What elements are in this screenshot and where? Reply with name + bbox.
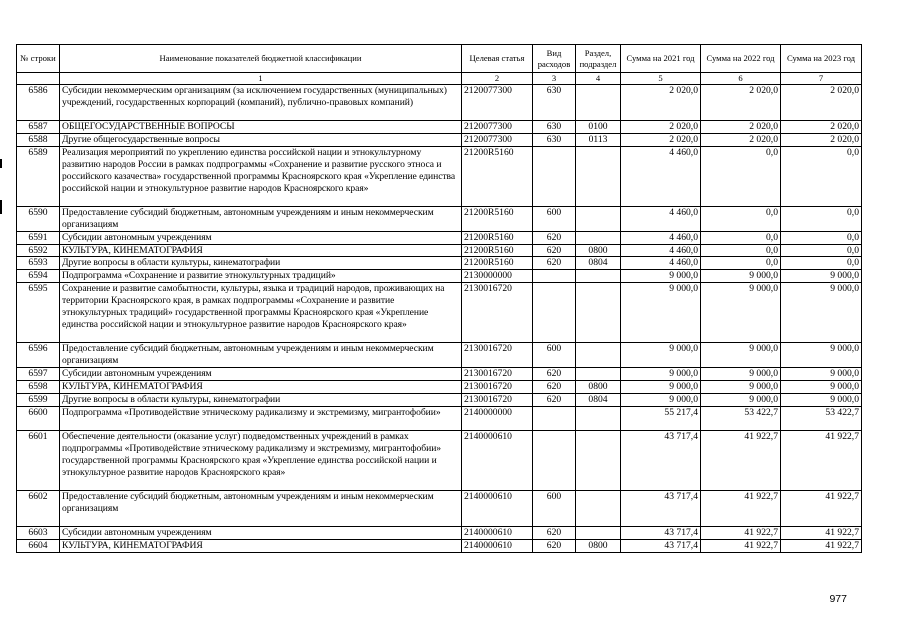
row-number: 6598: [17, 380, 60, 393]
row-number: 6590: [17, 206, 60, 231]
table-row: [17, 430, 862, 490]
row-sum-2022: 9 000,0: [701, 393, 781, 406]
row-name: Другие вопросы в области культуры, кинематографии: [60, 393, 462, 406]
row-target-code: 2130016720: [462, 380, 533, 393]
row-section: [576, 85, 621, 121]
row-name: Обеспечение деятельности (оказание услуг) подведомственных учреждений в рамках подпрограммы «Противодействие этническому радикализму и экстремизму, мигрантофобии» государственной программы Красноярского края «Укрепление единства российской нации и этнокультурное развитие народов Красноярского края»: [60, 430, 462, 490]
row-target-code: 2140000610: [462, 430, 533, 490]
row-target-code: 2130016720: [462, 368, 533, 381]
row-sum-2021: 2 020,0: [621, 85, 701, 121]
row-expense-type: 600: [533, 343, 576, 368]
row-name: Субсидии некоммерческим организациям (за исключением государственных (муниципальных) учреждений, государственных корпораций (компаний), публично-правовых компаний): [60, 85, 462, 121]
row-target-code: 21200R5160: [462, 257, 533, 270]
header-target: Целевая статья: [462, 45, 533, 73]
row-number: 6597: [17, 368, 60, 381]
row-target-code: 21200R5160: [462, 231, 533, 244]
row-sum-2021: 4 460,0: [621, 257, 701, 270]
row-name: Субсидии автономным учреждениям: [60, 526, 462, 539]
table-row: [17, 146, 862, 206]
row-section: [576, 270, 621, 283]
column-number: 6: [701, 73, 781, 85]
row-name: Подпрограмма «Сохранение и развитие этнокультурных традиций»: [60, 270, 462, 283]
row-expense-type: 620: [533, 244, 576, 257]
row-name: Субсидии автономным учреждениям: [60, 368, 462, 381]
table-row: [17, 343, 862, 368]
row-section: 0100: [576, 121, 621, 134]
row-sum-2022: 41 922,7: [701, 430, 781, 490]
row-sum-2021: 2 020,0: [621, 121, 701, 134]
column-number: 1: [60, 73, 462, 85]
row-sum-2021: 9 000,0: [621, 380, 701, 393]
row-sum-2021: 55 217,4: [621, 406, 701, 430]
row-name: КУЛЬТУРА, КИНЕМАТОГРАФИЯ: [60, 244, 462, 257]
header-row: [17, 45, 862, 73]
table-row: [17, 283, 862, 343]
header-sum-2022: Сумма на 2022 год: [701, 45, 781, 73]
row-number: 6601: [17, 430, 60, 490]
table-row: [17, 121, 862, 134]
row-expense-type: 630: [533, 85, 576, 121]
row-sum-2023: 53 422,7: [781, 406, 862, 430]
row-sum-2021: 9 000,0: [621, 283, 701, 343]
table-row: [17, 270, 862, 283]
row-name: Предоставление субсидий бюджетным, автономным учреждениям и иным некоммерческим организациям: [60, 490, 462, 526]
row-target-code: 21200R5160: [462, 146, 533, 206]
row-expense-type: [533, 406, 576, 430]
table-row: [17, 368, 862, 381]
row-expense-type: 620: [533, 393, 576, 406]
row-sum-2021: 4 460,0: [621, 146, 701, 206]
row-section: [576, 406, 621, 430]
row-name: КУЛЬТУРА, КИНЕМАТОГРАФИЯ: [60, 539, 462, 552]
row-section: [576, 283, 621, 343]
row-sum-2021: 4 460,0: [621, 231, 701, 244]
row-name: Другие вопросы в области культуры, кинематографии: [60, 257, 462, 270]
table-row: [17, 206, 862, 231]
row-sum-2022: 0,0: [701, 146, 781, 206]
column-number: 2: [462, 73, 533, 85]
row-sum-2022: 41 922,7: [701, 526, 781, 539]
row-target-code: 2140000610: [462, 526, 533, 539]
row-sum-2023: 0,0: [781, 244, 862, 257]
column-number: 4: [576, 73, 621, 85]
row-expense-type: [533, 270, 576, 283]
row-sum-2023: 2 020,0: [781, 133, 862, 146]
row-sum-2022: 0,0: [701, 244, 781, 257]
row-name: КУЛЬТУРА, КИНЕМАТОГРАФИЯ: [60, 380, 462, 393]
row-expense-type: [533, 430, 576, 490]
row-name: Реализация мероприятий по укреплению единства российской нации и этнокультурному развитию народов России в рамках подпрограммы «Сохранение и развитие русского этноса и российского казачества» государственной программы Красноярского края «Укрепление единства российской нации и этнокультурное развитие народов Красноярского края»: [60, 146, 462, 206]
row-number: 6600: [17, 406, 60, 430]
row-expense-type: 620: [533, 526, 576, 539]
row-sum-2021: 4 460,0: [621, 244, 701, 257]
row-sum-2022: 0,0: [701, 257, 781, 270]
row-sum-2021: 43 717,4: [621, 539, 701, 552]
scan-edge-mark: [0, 159, 2, 168]
row-sum-2021: 9 000,0: [621, 368, 701, 381]
row-target-code: 2130016720: [462, 283, 533, 343]
row-sum-2023: 9 000,0: [781, 270, 862, 283]
column-number: 7: [781, 73, 862, 85]
row-sum-2023: 0,0: [781, 231, 862, 244]
row-section: 0113: [576, 133, 621, 146]
table-row: [17, 380, 862, 393]
budget-table: [16, 44, 862, 553]
table-body: [17, 85, 862, 553]
row-number: 6603: [17, 526, 60, 539]
row-section: [576, 231, 621, 244]
row-name: Подпрограмма «Противодействие этническому радикализму и экстремизму, мигрантофобии»: [60, 406, 462, 430]
row-expense-type: 620: [533, 380, 576, 393]
row-section: [576, 526, 621, 539]
row-sum-2022: 9 000,0: [701, 283, 781, 343]
header-sum-2023: Сумма на 2023 год: [781, 45, 862, 73]
row-name: Предоставление субсидий бюджетным, автономным учреждениям и иным некоммерческим организациям: [60, 343, 462, 368]
column-number: 3: [533, 73, 576, 85]
row-section: [576, 146, 621, 206]
row-sum-2021: 43 717,4: [621, 430, 701, 490]
row-sum-2023: 9 000,0: [781, 283, 862, 343]
row-sum-2022: 41 922,7: [701, 539, 781, 552]
row-section: 0800: [576, 244, 621, 257]
row-target-code: 2120077300: [462, 85, 533, 121]
row-section: 0804: [576, 257, 621, 270]
row-sum-2022: 53 422,7: [701, 406, 781, 430]
table-row: [17, 406, 862, 430]
row-sum-2023: 0,0: [781, 206, 862, 231]
row-number: 6593: [17, 257, 60, 270]
row-expense-type: [533, 146, 576, 206]
row-target-code: 21200R5160: [462, 206, 533, 231]
row-number: 6589: [17, 146, 60, 206]
row-number: 6588: [17, 133, 60, 146]
row-target-code: 2140000610: [462, 539, 533, 552]
table-row: [17, 257, 862, 270]
row-sum-2021: 43 717,4: [621, 490, 701, 526]
row-target-code: 2140000610: [462, 490, 533, 526]
row-number: 6594: [17, 270, 60, 283]
row-sum-2023: 9 000,0: [781, 380, 862, 393]
table-row: [17, 85, 862, 121]
column-number-row: [17, 73, 862, 85]
row-sum-2022: 2 020,0: [701, 121, 781, 134]
column-number: 5: [621, 73, 701, 85]
row-sum-2023: 9 000,0: [781, 343, 862, 368]
row-target-code: 2120077300: [462, 121, 533, 134]
header-row-no: № строки: [17, 45, 60, 73]
row-section: [576, 490, 621, 526]
table-row: [17, 490, 862, 526]
row-number: 6592: [17, 244, 60, 257]
row-name: Субсидии автономным учреждениям: [60, 231, 462, 244]
row-sum-2023: 41 922,7: [781, 490, 862, 526]
table-row: [17, 231, 862, 244]
row-number: 6595: [17, 283, 60, 343]
row-sum-2023: 9 000,0: [781, 393, 862, 406]
row-target-code: 2120077300: [462, 133, 533, 146]
row-sum-2021: 9 000,0: [621, 393, 701, 406]
row-expense-type: 620: [533, 368, 576, 381]
page-number: 977: [829, 593, 847, 605]
row-target-code: 2130000000: [462, 270, 533, 283]
header-name: Наименование показателей бюджетной классификации: [60, 45, 462, 73]
header-sum-2021: Сумма на 2021 год: [621, 45, 701, 73]
table-row: [17, 244, 862, 257]
row-number: 6602: [17, 490, 60, 526]
row-sum-2022: 0,0: [701, 231, 781, 244]
header-section: Раздел, подраздел: [576, 45, 621, 73]
row-number: 6596: [17, 343, 60, 368]
row-sum-2023: 41 922,7: [781, 539, 862, 552]
row-sum-2023: 9 000,0: [781, 368, 862, 381]
row-sum-2023: 0,0: [781, 146, 862, 206]
row-sum-2022: 2 020,0: [701, 133, 781, 146]
row-number: 6591: [17, 231, 60, 244]
row-expense-type: 630: [533, 121, 576, 134]
row-section: [576, 343, 621, 368]
table-row: [17, 393, 862, 406]
row-sum-2022: 41 922,7: [701, 490, 781, 526]
row-expense-type: 630: [533, 133, 576, 146]
row-expense-type: 600: [533, 490, 576, 526]
row-sum-2022: 9 000,0: [701, 343, 781, 368]
row-number: 6604: [17, 539, 60, 552]
table-row: [17, 539, 862, 552]
row-sum-2021: 4 460,0: [621, 206, 701, 231]
row-number: 6587: [17, 121, 60, 134]
row-target-code: 21200R5160: [462, 244, 533, 257]
row-name: ОБЩЕГОСУДАРСТВЕННЫЕ ВОПРОСЫ: [60, 121, 462, 134]
column-number: [17, 73, 60, 85]
row-sum-2021: 9 000,0: [621, 270, 701, 283]
row-name: Другие общегосударственные вопросы: [60, 133, 462, 146]
row-name: Сохранение и развитие самобытности, культуры, языка и традиций народов, проживающих на территории Красноярского края, в рамках подпрограммы «Сохранение и развитие этнокультурных традиций» государственной программы Красноярского края «Укрепление единства российской нации и этнокультурное развитие народов Красноярского края»: [60, 283, 462, 343]
row-expense-type: 620: [533, 231, 576, 244]
row-section: 0804: [576, 393, 621, 406]
row-sum-2023: 2 020,0: [781, 85, 862, 121]
row-expense-type: 600: [533, 206, 576, 231]
row-sum-2022: 2 020,0: [701, 85, 781, 121]
row-section: 0800: [576, 380, 621, 393]
row-expense-type: [533, 283, 576, 343]
row-sum-2022: 9 000,0: [701, 368, 781, 381]
row-sum-2022: 0,0: [701, 206, 781, 231]
row-target-code: 2140000000: [462, 406, 533, 430]
row-sum-2021: 2 020,0: [621, 133, 701, 146]
row-section: [576, 430, 621, 490]
row-sum-2021: 9 000,0: [621, 343, 701, 368]
row-sum-2021: 43 717,4: [621, 526, 701, 539]
row-sum-2023: 41 922,7: [781, 430, 862, 490]
row-name: Предоставление субсидий бюджетным, автономным учреждениям и иным некоммерческим организациям: [60, 206, 462, 231]
table-row: [17, 526, 862, 539]
row-target-code: 2130016720: [462, 393, 533, 406]
row-sum-2022: 9 000,0: [701, 270, 781, 283]
row-sum-2023: 2 020,0: [781, 121, 862, 134]
row-expense-type: 620: [533, 257, 576, 270]
row-number: 6586: [17, 85, 60, 121]
row-sum-2023: 41 922,7: [781, 526, 862, 539]
row-number: 6599: [17, 393, 60, 406]
row-section: [576, 206, 621, 231]
row-expense-type: 620: [533, 539, 576, 552]
scan-edge-mark: [0, 200, 2, 214]
row-sum-2022: 9 000,0: [701, 380, 781, 393]
row-target-code: 2130016720: [462, 343, 533, 368]
header-exp-type: Вид расходов: [533, 45, 576, 73]
row-sum-2023: 0,0: [781, 257, 862, 270]
row-section: [576, 368, 621, 381]
table-row: [17, 133, 862, 146]
row-section: 0800: [576, 539, 621, 552]
